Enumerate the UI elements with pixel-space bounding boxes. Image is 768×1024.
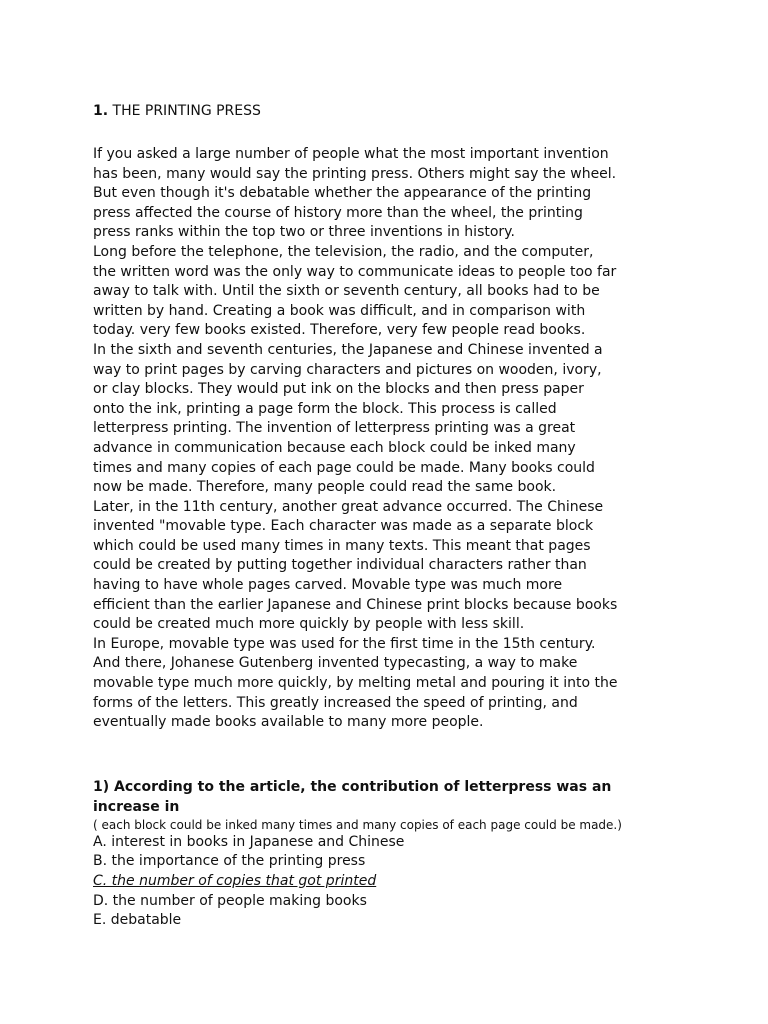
- article-body: [93, 145, 683, 733]
- article-line: movable type much more quickly, by melting metal and pouring it into the: [93, 675, 618, 692]
- article-line: or clay blocks. They would put ink on the blocks and then press paper: [93, 381, 584, 398]
- article-line: way to print pages by carving characters and pictures on wooden, ivory,: [93, 361, 602, 378]
- article-line: Long before the telephone, the television, the radio, and the computer,: [93, 243, 594, 260]
- article-line: the written word was the only way to communicate ideas to people too far: [93, 263, 617, 280]
- article-line: forms of the letters. This greatly increased the speed of printing, and: [93, 694, 578, 711]
- article-line: which could be used many times in many texts. This meant that pages: [93, 537, 591, 554]
- section-number: 1.: [93, 103, 109, 119]
- document-page: [93, 101, 683, 931]
- article-line: press ranks within the top two or three inventions in history.: [93, 224, 515, 241]
- article-line: advance in communication because each block could be inked many: [93, 439, 576, 456]
- article-line: written by hand. Creating a book was difficult, and in comparison with: [93, 302, 586, 319]
- article-line: onto the ink, printing a page form the block. This process is called: [93, 400, 557, 417]
- section-heading: [93, 101, 683, 121]
- article-line: efficient than the earlier Japanese and Chinese print blocks because books: [93, 596, 618, 613]
- article-line: invented "movable type. Each character was made as a separate block: [93, 518, 594, 535]
- article-line: eventually made books available to many more people.: [93, 714, 484, 731]
- question-hint: ( each block could be inked many times and many copies of each page could be made.): [93, 817, 622, 832]
- answer-option: B. the importance of the printing press: [93, 853, 366, 870]
- article-line: away to talk with. Until the sixth or seventh century, all books had to be: [93, 283, 600, 300]
- article-line: If you asked a large number of people what the most important invention: [93, 146, 609, 162]
- question-line: 1) According to the article, the contribution of letterpress was an: [93, 778, 612, 795]
- article-line: having to have whole pages carved. Movable type was much more: [93, 577, 563, 594]
- article-line: times and many copies of each page could be made. Many books could: [93, 459, 595, 476]
- answer-option-selected: C. the number of copies that got printed: [93, 873, 377, 889]
- question-text: [93, 777, 683, 817]
- answer-option: D. the number of people making books: [93, 892, 367, 909]
- section-title: THE PRINTING PRESS: [112, 103, 261, 119]
- article-line: And there, Johanese Gutenberg invented typecasting, a way to make: [93, 655, 578, 672]
- article-line: today. very few books existed. Therefore, very few people read books.: [93, 322, 586, 339]
- question-line: increase in: [93, 798, 180, 815]
- article-line: could be created much more quickly by people with less skill.: [93, 616, 525, 633]
- article-line: Later, in the 11th century, another great advance occurred. The Chinese: [93, 498, 604, 515]
- answer-options: [93, 833, 683, 931]
- answer-option: E. debatable: [93, 912, 182, 929]
- article-line: letterpress printing. The invention of letterpress printing was a great: [93, 420, 576, 437]
- article-line: In the sixth and seventh centuries, the Japanese and Chinese invented a: [93, 341, 603, 358]
- article-line: now be made. Therefore, many people could read the same book.: [93, 479, 557, 496]
- answer-option: A. interest in books in Japanese and Chinese: [93, 833, 405, 850]
- article-line: could be created by putting together individual characters rather than: [93, 557, 587, 574]
- question-block: [93, 777, 683, 931]
- article-line: In Europe, movable type was used for the first time in the 15th century.: [93, 635, 596, 652]
- article-line: has been, many would say the printing press. Others might say the wheel.: [93, 165, 617, 182]
- article-line: But even though it's debatable whether the appearance of the printing: [93, 185, 592, 202]
- article-line: press affected the course of history more than the wheel, the printing: [93, 204, 583, 221]
